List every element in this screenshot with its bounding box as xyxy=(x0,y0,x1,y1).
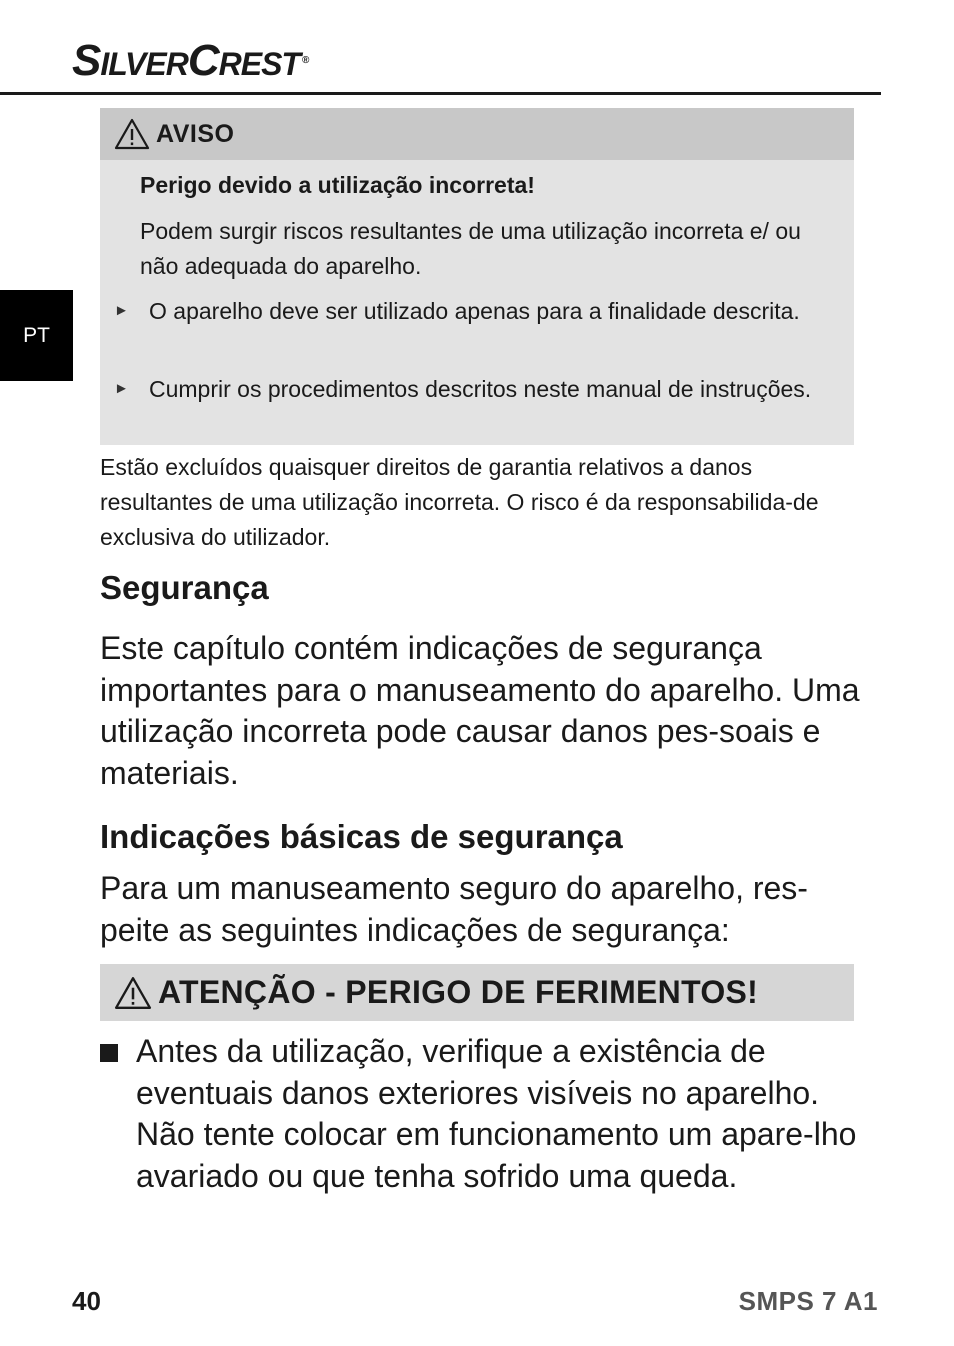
warning-bullet xyxy=(114,294,834,328)
attention-bullet xyxy=(100,1031,870,1197)
basic-safety-intro-paragraph: Para um manuseamento seguro do aparelho, res-peite as seguintes indicações de segurança: xyxy=(100,870,808,948)
logo-letter: S xyxy=(72,36,101,85)
section-heading-safety: Segurança xyxy=(100,569,269,606)
warning-header xyxy=(100,108,854,160)
arrow-bullet-icon: ► xyxy=(114,380,129,397)
brand-logo xyxy=(72,38,308,87)
warning-bullet-text: O aparelho deve ser utilizado apenas para a finalidade descrita. xyxy=(149,298,800,324)
warning-triangle-icon xyxy=(114,976,152,1010)
header-divider xyxy=(0,92,881,95)
warning-text: Podem surgir riscos resultantes de uma utilização incorreta e/ ou não adequada do aparelho. xyxy=(140,218,801,279)
attention-bullet-text: Antes da utilização, verifique a existência de eventuais danos exteriores visíveis no aparelho. Não tente colocar em funcionamento um apare-lho avariado ou que tenha sofrido uma queda. xyxy=(136,1033,857,1194)
safety-intro-paragraph: Este capítulo contém indicações de segurança importantes para o manuseamento do aparelho. Uma utilização incorreta pode causar danos pes-soais e materiais. xyxy=(100,630,860,791)
language-tab xyxy=(0,290,73,381)
model-number: SMPS 7 A1 xyxy=(738,1286,878,1316)
section-heading-basic-safety: Indicações básicas de segurança xyxy=(100,818,623,855)
attention-title: ATENÇÃO - PERIGO DE FERIMENTOS! xyxy=(158,974,759,1010)
warning-box xyxy=(100,108,854,445)
warning-bullet xyxy=(114,372,834,406)
logo-letter: C xyxy=(187,36,219,85)
square-bullet-icon xyxy=(100,1044,118,1062)
page-number: 40 xyxy=(72,1286,101,1316)
logo-letters: REST xyxy=(218,46,300,82)
warning-bullet-text: Cumprir os procedimentos descritos neste manual de instruções. xyxy=(149,376,812,402)
attention-banner xyxy=(100,964,854,1021)
registered-mark: ® xyxy=(301,55,309,66)
logo-letters: ILVER xyxy=(100,46,188,82)
arrow-bullet-icon: ► xyxy=(114,302,129,319)
warranty-paragraph: Estão excluídos quaisquer direitos de garantia relativos a danos resultantes de uma utilização incorreta. O risco é da responsabilida-de exclusiva do utilizador. xyxy=(100,454,819,550)
warning-title: AVISO xyxy=(156,119,235,148)
language-label: PT xyxy=(23,323,50,347)
warning-subtitle: Perigo devido a utilização incorreta! xyxy=(140,172,535,198)
warning-triangle-icon xyxy=(114,118,150,150)
